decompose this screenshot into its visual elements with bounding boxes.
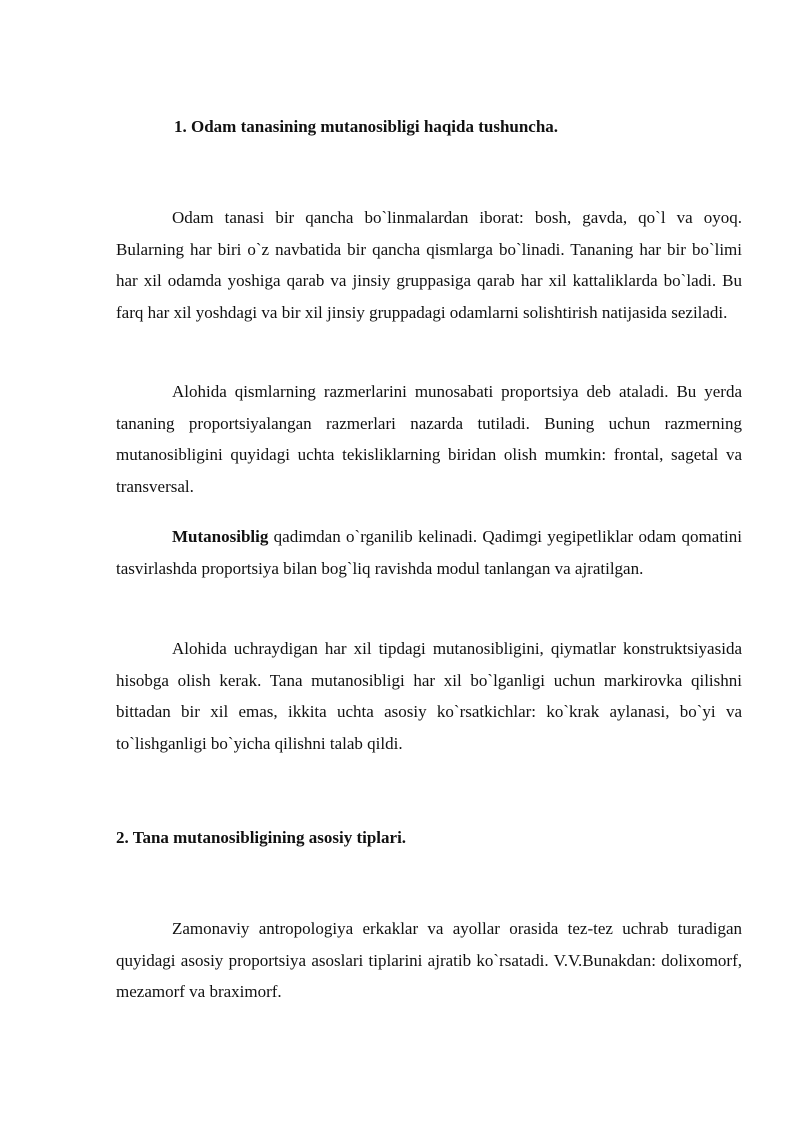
paragraph-text: qadimdan o`rganilib kelinadi. Qadimgi yegipetliklar odam qomatini tasvirlashda proportsiya bilan bog`liq ravishda modul tanlangan va ajratilgan. bbox=[116, 527, 742, 578]
section-1-paragraph-4: Alohida uchraydigan har xil tipdagi mutanosibligini, qiymatlar konstruktsiyasida hisobga olish kerak. Tana mutanosibligi har xil bo`lganligi uchun markirovka qilishni bittadan bir xil emas, ikkita uchta asosiy ko`rsatkichlar: ko`krak aylanasi, bo`yi va to`lishganligi bo`yicha qilishni talab qildi. bbox=[116, 639, 742, 754]
section-2-paragraph-1: Zamonaviy antropologiya erkaklar va ayollar orasida tez-tez uchrab turadigan quyidagi asosiy proportsiya asoslari tiplarini ajratib ko`rsatadi. V.V.Bunakdan: dolixomorf, mezamorf va braximorf. bbox=[116, 919, 742, 1002]
section-2-heading: 2. Tana mutanosibligining asosiy tiplari. bbox=[116, 828, 407, 847]
bold-term: Mutanosiblig bbox=[172, 527, 269, 546]
section-1-paragraph-2: Alohida qismlarning razmerlarini munosabati proportsiya deb ataladi. Bu yerda tananing proportsiyalangan razmerlari nazarda tutiladi. Buning uchun razmerning mutanosibligini quyidagi uchta tekisliklarning biridan olish mumkin: frontal, sagetal va transversal. bbox=[116, 382, 742, 497]
section-1-paragraph-3 bbox=[116, 521, 742, 584]
section-1-heading: 1. Odam tanasining mutanosibligi haqida tushuncha. bbox=[174, 117, 559, 136]
section-1-paragraph-1: Odam tanasi bir qancha bo`linmalardan iborat: bosh, gavda, qo`l va oyoq. Bularning har biri o`z navbatida bir qancha qismlarga bo`linadi. Tananing har bir bo`limi har xil odamda yoshiga qarab va jinsiy gruppasiga qarab har xil kattaliklarda bo`ladi. Bu farq har xil yoshdagi va bir xil jinsiy gruppadagi odamlarni solishtirish natijasida seziladi. bbox=[116, 208, 742, 323]
